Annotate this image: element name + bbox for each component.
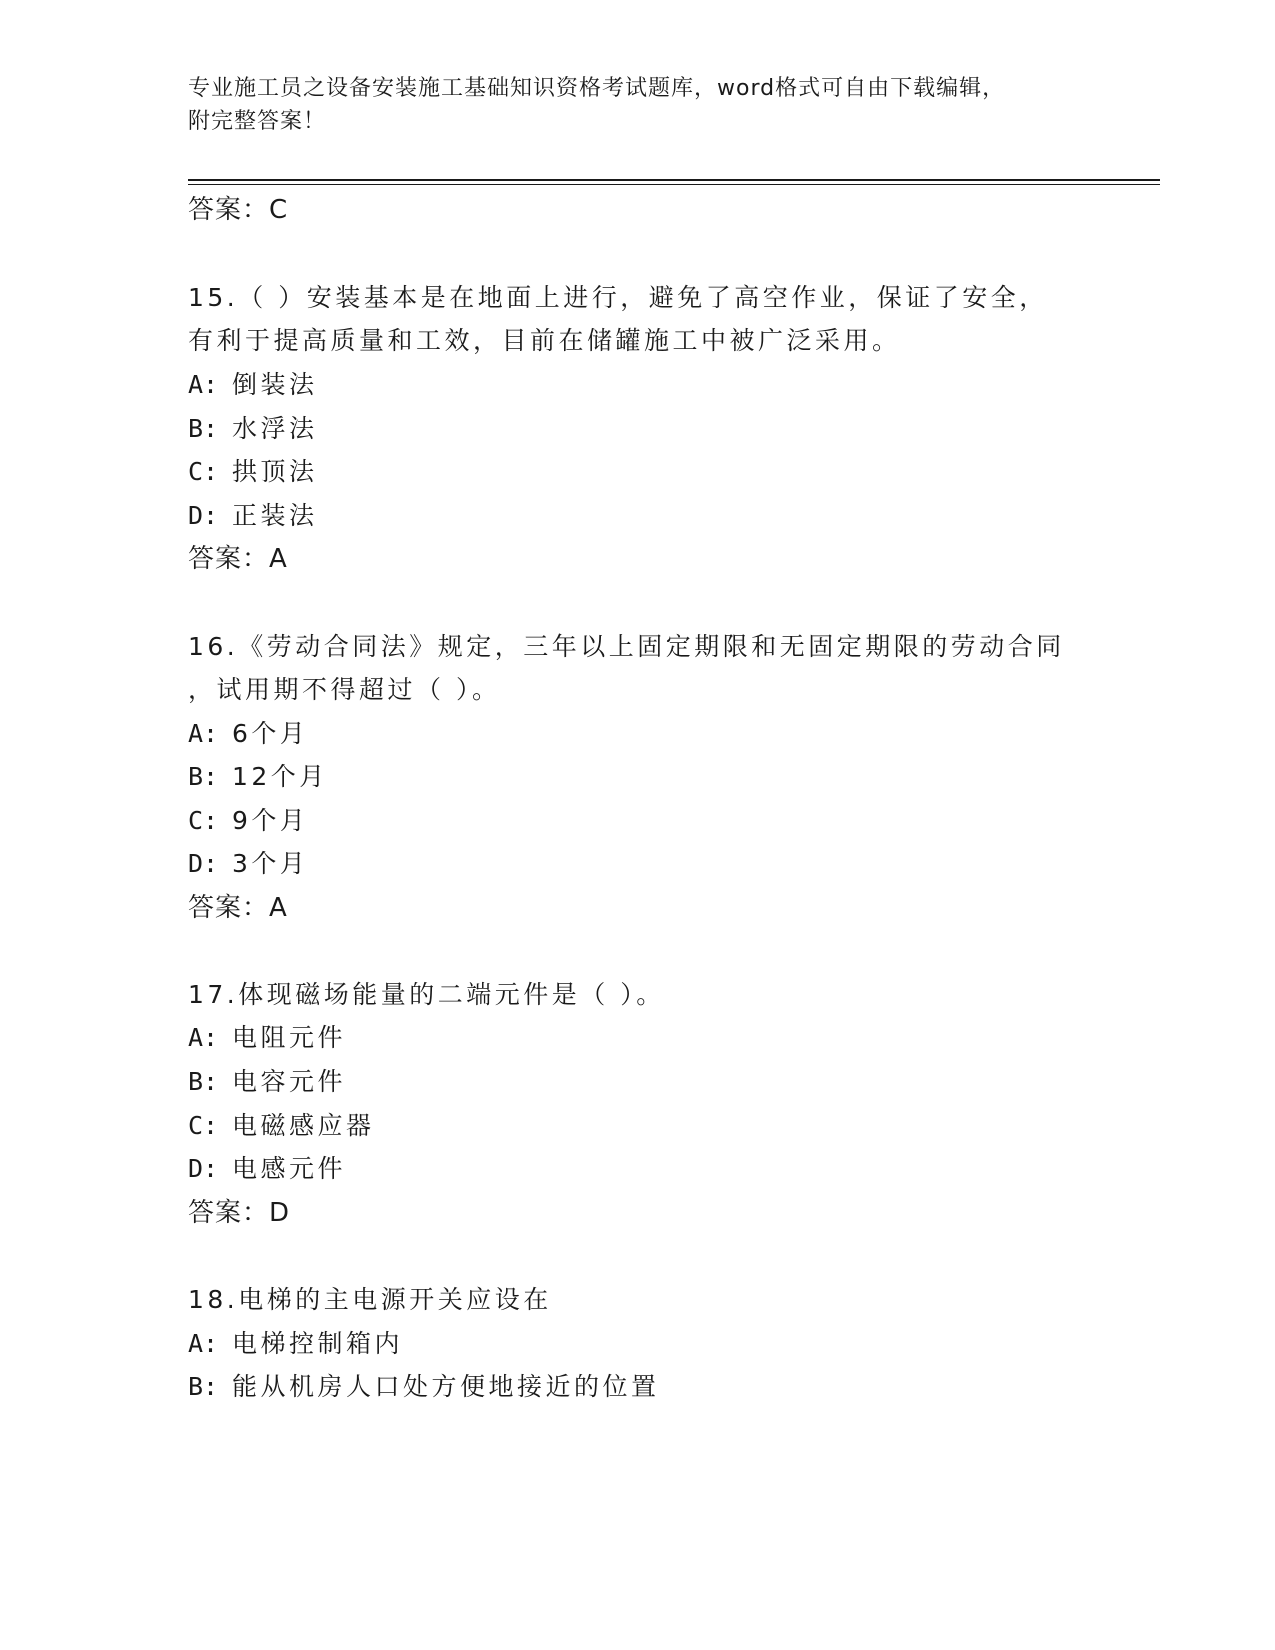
option-label: C: — [188, 457, 219, 486]
header-line-2: 附完整答案！ — [188, 109, 327, 134]
option-label: B: — [188, 1067, 219, 1096]
question-18-line-1: 18.电梯的主电源开关应设在 — [188, 1285, 552, 1314]
prev-answer: 答案：C — [188, 195, 289, 225]
option-text: 电容元件 — [232, 1067, 347, 1096]
option-label: B: — [188, 414, 219, 443]
option-text: 倒装法 — [232, 370, 318, 399]
question-17-option-b — [188, 1065, 346, 1099]
option-label: D: — [188, 1154, 219, 1183]
option-text: 能从机房人口处方便地接近的位置 — [232, 1372, 660, 1401]
option-text: 电磁感应器 — [232, 1111, 375, 1140]
question-16-line-1: 16.《劳动合同法》规定，三年以上固定期限和无固定期限的劳动合同 — [188, 632, 1065, 661]
header-divider-thin — [188, 184, 1160, 185]
option-text: 拱顶法 — [232, 457, 318, 486]
question-15-option-d — [188, 499, 318, 533]
option-text: 9个月 — [232, 806, 309, 835]
header-line-1: 专业施工员之设备安装施工基础知识资格考试题库，word格式可自由下载编辑， — [188, 76, 1006, 101]
question-18-option-b — [188, 1370, 660, 1404]
question-17-line-1: 17.体现磁场能量的二端元件是（ ）。 — [188, 980, 665, 1009]
option-text: 电阻元件 — [232, 1023, 347, 1052]
option-text: 水浮法 — [232, 414, 318, 443]
option-label: D: — [188, 501, 219, 530]
question-17-option-d — [188, 1152, 346, 1186]
option-text: 12个月 — [232, 762, 328, 791]
option-text: 正装法 — [232, 501, 318, 530]
question-15-option-c — [188, 455, 318, 489]
question-16-option-a — [188, 717, 308, 751]
question-16-line-2: ，试用期不得超过（ ）。 — [188, 675, 501, 704]
question-15-answer: 答案：A — [188, 544, 288, 574]
question-15-option-a — [188, 368, 318, 402]
option-text: 电感元件 — [232, 1154, 347, 1183]
option-label: D: — [188, 849, 219, 878]
document-header — [188, 72, 1088, 138]
question-15-line-2: 有利于提高质量和工效，目前在储罐施工中被广泛采用。 — [188, 326, 901, 355]
question-15-line-1: 15.（ ）安装基本是在地面上进行，避免了高空作业，保证了安全， — [188, 283, 1048, 312]
option-text: 6个月 — [232, 719, 309, 748]
option-label: A: — [188, 370, 219, 399]
option-label: B: — [188, 762, 219, 791]
question-17-option-a — [188, 1021, 346, 1055]
option-label: A: — [188, 719, 219, 748]
option-label: C: — [188, 806, 219, 835]
question-17-answer: 答案：D — [188, 1198, 291, 1228]
question-18-option-a — [188, 1327, 403, 1361]
question-15-option-b — [188, 412, 318, 446]
question-16-option-d — [188, 847, 308, 881]
question-16-option-c — [188, 804, 308, 838]
question-17-option-c — [188, 1109, 375, 1143]
option-label: C: — [188, 1111, 219, 1140]
option-label: A: — [188, 1329, 219, 1358]
option-label: B: — [188, 1372, 219, 1401]
header-divider-thick — [188, 179, 1160, 181]
option-text: 电梯控制箱内 — [232, 1329, 404, 1358]
option-label: A: — [188, 1023, 219, 1052]
question-16-option-b — [188, 760, 328, 794]
question-16-answer: 答案：A — [188, 893, 288, 923]
option-text: 3个月 — [232, 849, 309, 878]
